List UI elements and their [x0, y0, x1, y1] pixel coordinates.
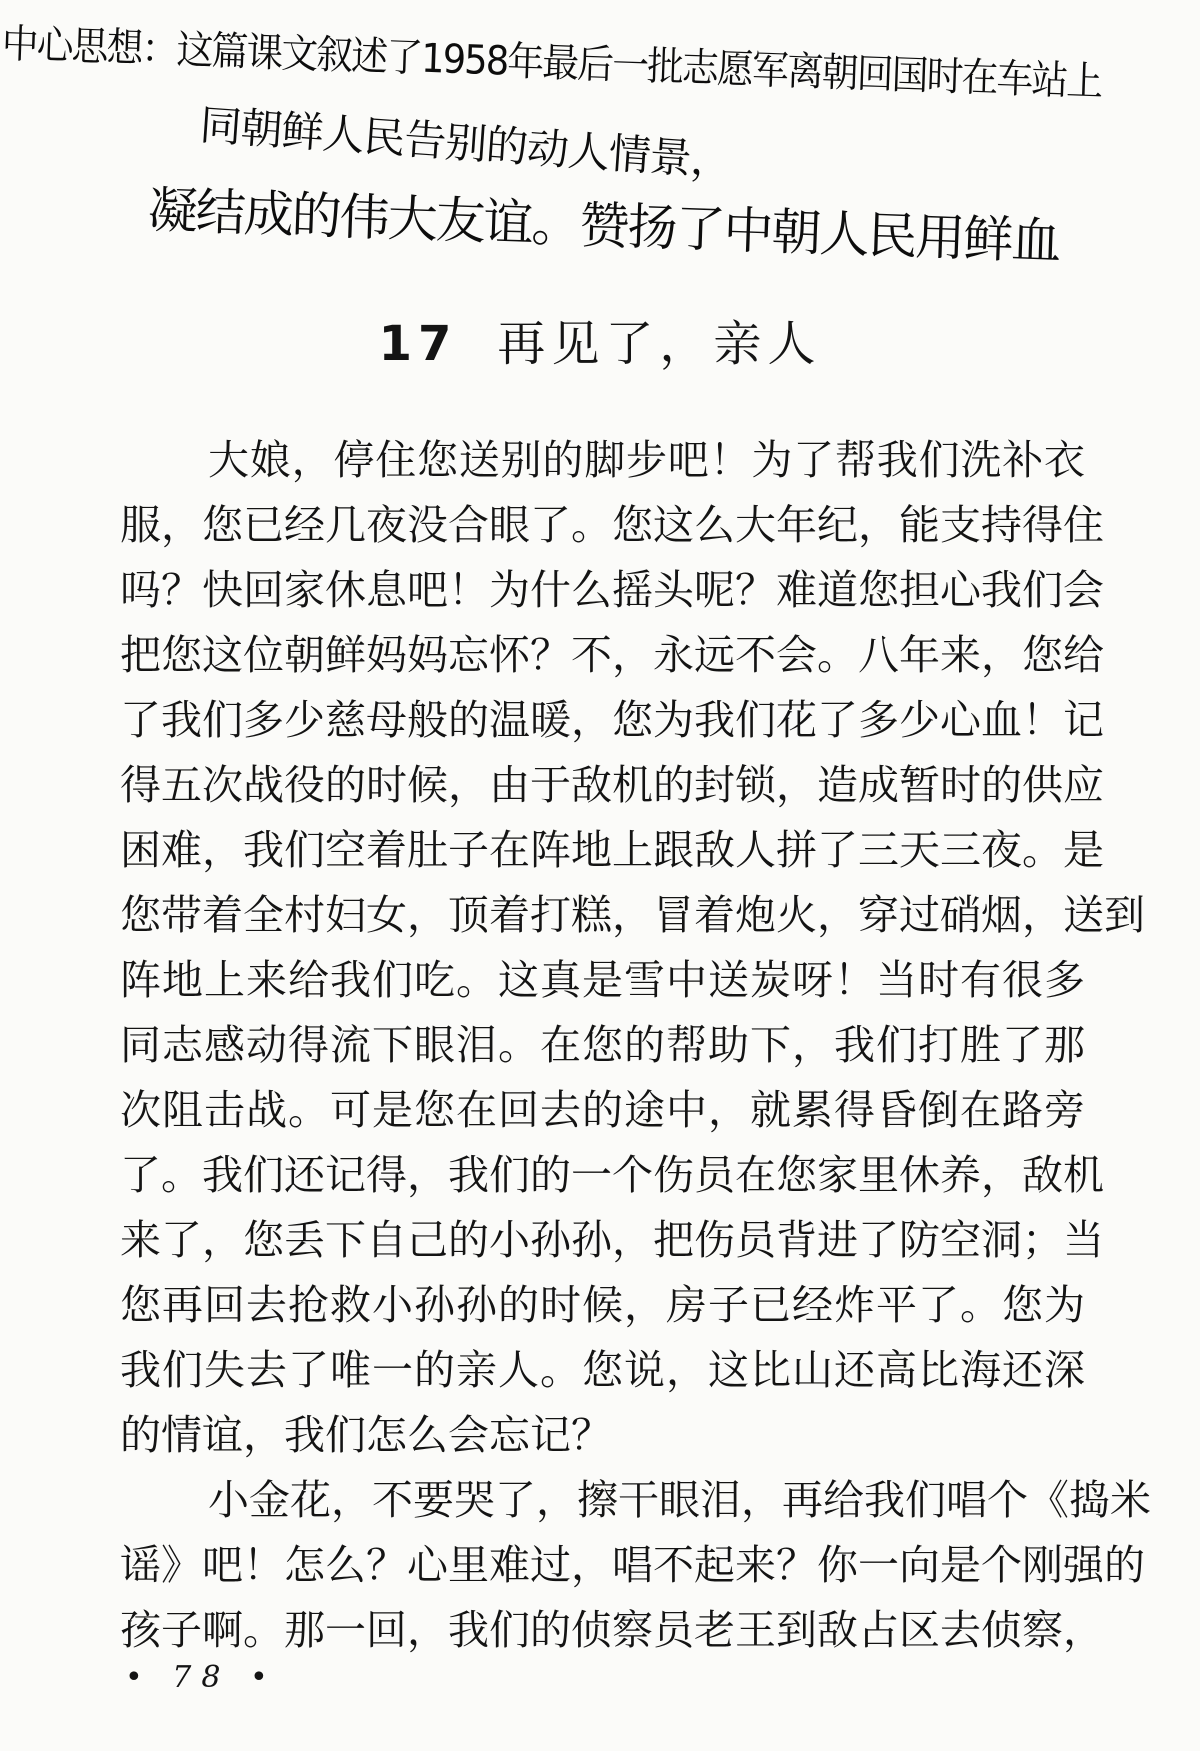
lesson-title — [0, 305, 1200, 374]
page-number: • 78 • — [125, 1660, 278, 1695]
text-line: 服，您已经几夜没合眼了。您这么大年纪，能支持得住 — [120, 501, 1104, 549]
text-line: 来了，您丢下自己的小孙孙，把伤员背进了防空洞；当 — [120, 1216, 1104, 1264]
text-line: 吗？快回家休息吧！为什么摇头呢？难道您担心我们会 — [120, 566, 1104, 614]
handwritten-note-line: 同朝鲜人民告别的动人情景， — [198, 100, 734, 187]
text-line: 同志感动得流下眼泪。在您的帮助下，我们打胜了那 — [120, 1021, 1085, 1069]
lesson-number: 17 — [378, 316, 458, 372]
text-line: 您再回去抢救小孙孙的时候，房子已经炸平了。您为 — [120, 1281, 1085, 1329]
text-line: 把您这位朝鲜妈妈忘怀？不，永远不会。八年来，您给 — [120, 631, 1104, 679]
handwritten-note-line: 凝结成的伟大友谊。赞扬了中朝人民用鲜血 — [146, 181, 1061, 271]
text-line: 了我们多少慈母般的温暖，您为我们花了多少心血！记 — [120, 696, 1104, 744]
text-line: 您带着全村妇女，顶着打糕，冒着炮火，穿过硝烟，送到 — [120, 891, 1145, 939]
text-line: 困难，我们空着肚子在阵地上跟敌人拼了三天三夜。是 — [120, 826, 1104, 874]
text-line: 的情谊，我们怎么会忘记？ — [120, 1411, 612, 1459]
lesson-title-text: 再见了，亲人 — [497, 316, 822, 372]
text-line: 谣》吧！怎么？心里难过，唱不起来？你一向是个刚强的 — [120, 1541, 1145, 1589]
text-line: 小金花，不要哭了，擦干眼泪，再给我们唱个《捣米 — [208, 1476, 1151, 1524]
text-line: 次阻击战。可是您在回去的途中，就累得昏倒在路旁 — [120, 1086, 1085, 1134]
text-line: 大娘，停住您送别的脚步吧！为了帮我们洗补衣 — [208, 436, 1085, 484]
text-line: 得五次战役的时候，由于敌机的封锁，造成暂时的供应 — [120, 761, 1104, 809]
handwritten-note-line: 中心思想：这篇课文叙述了1958年最后一批志愿军离朝回国时在车站上 — [1, 21, 1103, 106]
text-line: 孩子啊。那一回，我们的侦察员老王到敌占区去侦察， — [120, 1606, 1104, 1654]
text-line: 了。我们还记得，我们的一个伤员在您家里休养，敌机 — [120, 1151, 1104, 1199]
text-line: 阵地上来给我们吃。这真是雪中送炭呀！当时有很多 — [120, 956, 1085, 1004]
lesson-body — [120, 428, 1151, 1663]
text-line: 我们失去了唯一的亲人。您说，这比山还高比海还深 — [120, 1346, 1085, 1394]
